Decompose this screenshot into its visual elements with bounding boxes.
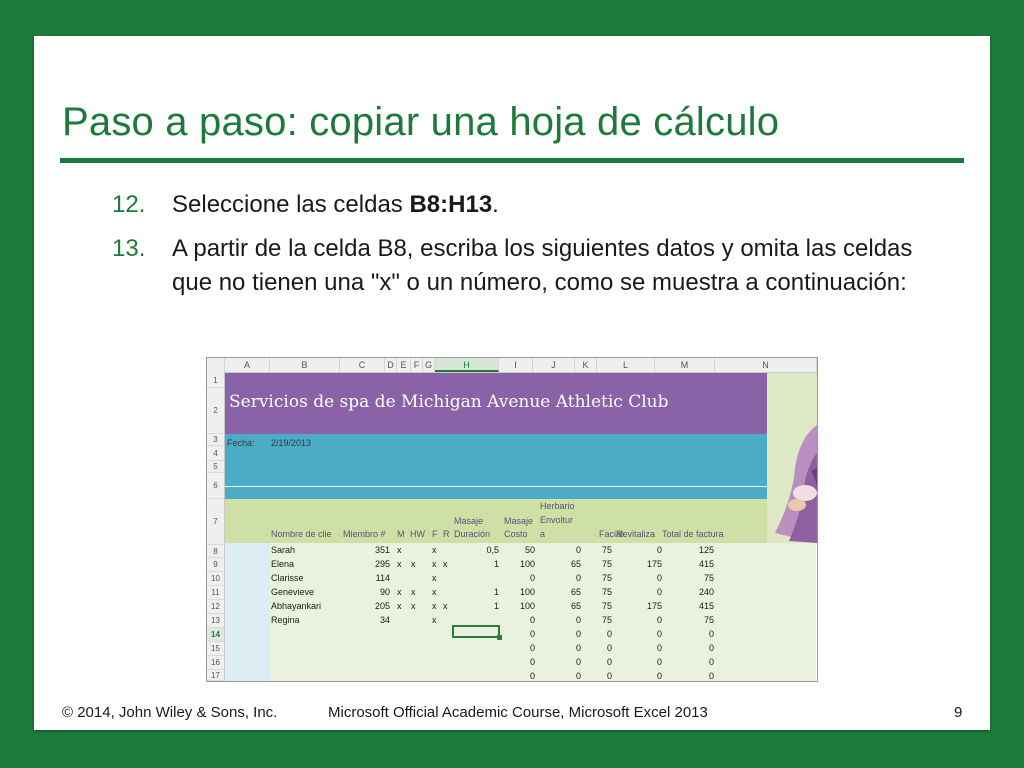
cell-hw[interactable]: x [411, 559, 416, 569]
column-header-b[interactable]: B [270, 358, 340, 372]
row-header-13[interactable]: 13 [207, 614, 224, 628]
column-header-f[interactable]: F [411, 358, 423, 372]
row-header-14[interactable]: 14 [207, 628, 224, 642]
column-header-j[interactable]: J [533, 358, 575, 372]
column-header-c[interactable]: C [340, 358, 385, 372]
cell-herb[interactable]: 0 [575, 657, 581, 667]
column-header-a[interactable]: A [225, 358, 270, 372]
row-header-1[interactable]: 1 [207, 373, 224, 388]
cell-f[interactable]: x [432, 587, 437, 597]
row-header-4[interactable]: 4 [207, 446, 224, 461]
cell-total[interactable]: 0 [708, 643, 714, 653]
cell-hw[interactable]: x [411, 587, 416, 597]
cell-r[interactable]: x [443, 601, 448, 611]
cell-facial[interactable]: 75 [601, 545, 612, 555]
cell-name[interactable]: Elena [271, 559, 295, 569]
cell-cost[interactable]: 0 [529, 643, 535, 653]
cell-f[interactable]: x [432, 601, 437, 611]
cell-rev[interactable]: 175 [646, 601, 662, 611]
cell-rev[interactable]: 175 [646, 559, 662, 569]
column-header-l[interactable]: L [597, 358, 655, 372]
row-header-9[interactable]: 9 [207, 558, 224, 572]
date-band [225, 434, 816, 486]
header-total: Total de factura [662, 529, 724, 539]
cell-total[interactable]: 0 [708, 629, 714, 639]
cell-herb[interactable]: 0 [575, 573, 581, 583]
cell-m[interactable]: x [397, 559, 402, 569]
step-text-end: . [492, 191, 499, 218]
fecha-value: 2/19/2013 [271, 438, 312, 448]
step-13 [112, 232, 913, 296]
cell-total[interactable]: 415 [698, 559, 714, 569]
footer-copyright: © 2014, John Wiley & Sons, Inc. [62, 704, 278, 721]
row-header-10[interactable]: 10 [207, 572, 224, 586]
header-facial: Facial [599, 529, 624, 539]
cell-member[interactable]: 114 [375, 573, 390, 583]
cell-herb[interactable]: 0 [575, 629, 581, 639]
column-header-k[interactable]: K [575, 358, 597, 372]
cell-herb[interactable]: 0 [575, 615, 581, 625]
cell-rev[interactable]: 0 [656, 573, 662, 583]
row-header-16[interactable]: 16 [207, 656, 224, 670]
cell-rev[interactable]: 0 [656, 587, 662, 597]
cell-cost[interactable]: 0 [529, 615, 535, 625]
cell-cost[interactable]: 100 [519, 601, 535, 611]
header-masaje-duracion-2: Duración [454, 529, 491, 539]
cell-cost[interactable]: 0 [529, 629, 535, 639]
slide [34, 36, 990, 730]
row-header-17[interactable]: 17 [207, 670, 224, 681]
cell-total[interactable]: 240 [698, 587, 714, 597]
header-herbario-2: Envoltur [540, 515, 574, 525]
cell-cost[interactable]: 100 [519, 587, 535, 597]
cell-m[interactable]: x [397, 601, 402, 611]
header-revitaliza: Revitaliza [616, 529, 656, 539]
column-header-n[interactable]: N [715, 358, 817, 372]
spa-photo [767, 373, 817, 543]
cell-name[interactable]: Regina [271, 615, 300, 625]
spa-photo-art [767, 373, 817, 543]
cell-facial[interactable]: 0 [606, 671, 612, 681]
cell-cost[interactable]: 0 [529, 671, 535, 681]
header-hw: HW [410, 529, 425, 539]
cell-f[interactable]: x [432, 615, 437, 625]
row-header-15[interactable]: 15 [207, 642, 224, 656]
header-masaje-costo-1: Masaje [504, 516, 534, 526]
row-header-bar [207, 372, 225, 681]
cell-cost[interactable]: 50 [524, 545, 535, 555]
column-header-i[interactable]: I [499, 358, 533, 372]
cell-facial[interactable]: 0 [606, 657, 612, 667]
cell-facial[interactable]: 75 [601, 615, 612, 625]
footer-course: Microsoft Official Academic Course, Microsoft Excel 2013 [328, 704, 708, 721]
cell-rev[interactable]: 0 [656, 629, 662, 639]
cell-cost[interactable]: 0 [529, 573, 535, 583]
cell-f[interactable]: x [432, 559, 437, 569]
excel-screenshot [206, 357, 818, 682]
cell-total[interactable]: 125 [698, 545, 714, 555]
blue-band [225, 487, 816, 499]
header-miembro: Miembro # [343, 529, 386, 539]
column-header-m[interactable]: M [655, 358, 715, 372]
footer-page-number: 9 [954, 704, 963, 721]
step-text: A partir de la celda B8, escriba los siguientes datos y omita las celdas que no tienen una "x" o un número, como se muestra a continuación: [172, 235, 913, 296]
cell-cost[interactable]: 0 [529, 657, 535, 667]
step-number: 12. [112, 191, 146, 218]
row-header-11[interactable]: 11 [207, 586, 224, 600]
cell-facial[interactable]: 75 [601, 601, 612, 611]
active-cell-selection[interactable] [452, 625, 500, 638]
cell-name[interactable]: Genevieve [271, 587, 315, 597]
cell-member[interactable]: 351 [374, 545, 390, 555]
cell-r[interactable]: x [443, 559, 448, 569]
spreadsheet-banner-title: Servicios de spa de Michigan Avenue Athletic Club [229, 392, 669, 412]
cell-cost[interactable]: 100 [519, 559, 535, 569]
cell-herb[interactable]: 0 [575, 643, 581, 653]
cell-herb[interactable]: 65 [570, 559, 581, 569]
step-number: 13. [112, 235, 146, 262]
cell-member[interactable]: 295 [374, 559, 390, 569]
cell-dur[interactable]: 1 [493, 601, 499, 611]
cell-dur[interactable]: 1 [493, 587, 499, 597]
step-12 [112, 188, 499, 222]
header-f: F [432, 529, 438, 539]
cell-rev[interactable]: 0 [656, 643, 662, 653]
row-header-12[interactable]: 12 [207, 600, 224, 614]
cell-herb[interactable]: 65 [570, 587, 581, 597]
header-herbario-1: Herbario [540, 501, 575, 511]
fecha-label: Fecha: [227, 438, 255, 448]
row-header-5[interactable]: 5 [207, 461, 224, 473]
cell-member[interactable]: 205 [374, 601, 390, 611]
cell-name[interactable]: Clarisse [271, 573, 304, 583]
row-header-6[interactable]: 6 [207, 473, 224, 499]
column-header-e[interactable]: E [397, 358, 411, 372]
cell-facial[interactable]: 75 [601, 587, 612, 597]
header-masaje-duracion-1: Masaje [454, 516, 484, 526]
header-herbario-3: a [540, 529, 546, 539]
column-header-d[interactable]: D [385, 358, 397, 372]
cell-facial[interactable]: 0 [606, 643, 612, 653]
cell-facial[interactable]: 75 [601, 573, 612, 583]
cell-rev[interactable]: 0 [656, 671, 662, 681]
header-m: M [397, 529, 405, 539]
column-header-h[interactable]: H [435, 358, 499, 372]
step-cell-range: B8:H13 [409, 191, 493, 218]
cell-rev[interactable]: 0 [656, 615, 662, 625]
cell-total[interactable]: 75 [703, 615, 714, 625]
cell-m[interactable]: x [397, 545, 402, 555]
cell-f[interactable]: x [432, 573, 437, 583]
cell-herb[interactable]: 65 [570, 601, 581, 611]
header-masaje-costo-2: Costo [504, 529, 528, 539]
cell-f[interactable]: x [432, 545, 437, 555]
title-divider [60, 158, 964, 163]
column-header-bar [207, 358, 817, 373]
slide-title: Paso a paso: copiar una hoja de cálculo [62, 100, 780, 144]
header-nombre: Nombre de clie [271, 529, 332, 539]
header-r: R [443, 529, 450, 539]
row-header-3[interactable]: 3 [207, 434, 224, 446]
cell-total[interactable]: 75 [703, 573, 714, 583]
cell-member[interactable]: 34 [379, 615, 390, 625]
cell-total[interactable]: 415 [698, 601, 714, 611]
cell-m[interactable]: x [397, 587, 402, 597]
fill-handle[interactable] [497, 635, 502, 640]
row-header-7[interactable]: 7 [207, 499, 224, 545]
select-all-corner[interactable] [207, 358, 225, 372]
cell-name[interactable]: Abhayankari [271, 601, 322, 611]
column-a-fill [225, 543, 270, 681]
cell-dur[interactable]: 1 [493, 559, 499, 569]
cell-member[interactable]: 90 [379, 587, 390, 597]
step-text [172, 188, 932, 222]
cell-total[interactable]: 0 [708, 657, 714, 667]
cell-rev[interactable]: 0 [656, 545, 662, 555]
column-header-g[interactable]: G [423, 358, 435, 372]
row-header-8[interactable]: 8 [207, 545, 224, 558]
cell-total[interactable]: 0 [708, 671, 714, 681]
cell-herb[interactable]: 0 [575, 545, 581, 555]
cell-facial[interactable]: 75 [601, 559, 612, 569]
cell-facial[interactable]: 0 [606, 629, 612, 639]
cell-hw[interactable]: x [411, 601, 416, 611]
cell-dur[interactable]: 0,5 [486, 545, 499, 555]
step-text-start: Seleccione las celdas [172, 191, 410, 218]
row-header-2[interactable]: 2 [207, 388, 224, 434]
cell-herb[interactable]: 0 [575, 671, 581, 681]
cell-name[interactable]: Sarah [271, 545, 296, 555]
cell-rev[interactable]: 0 [656, 657, 662, 667]
